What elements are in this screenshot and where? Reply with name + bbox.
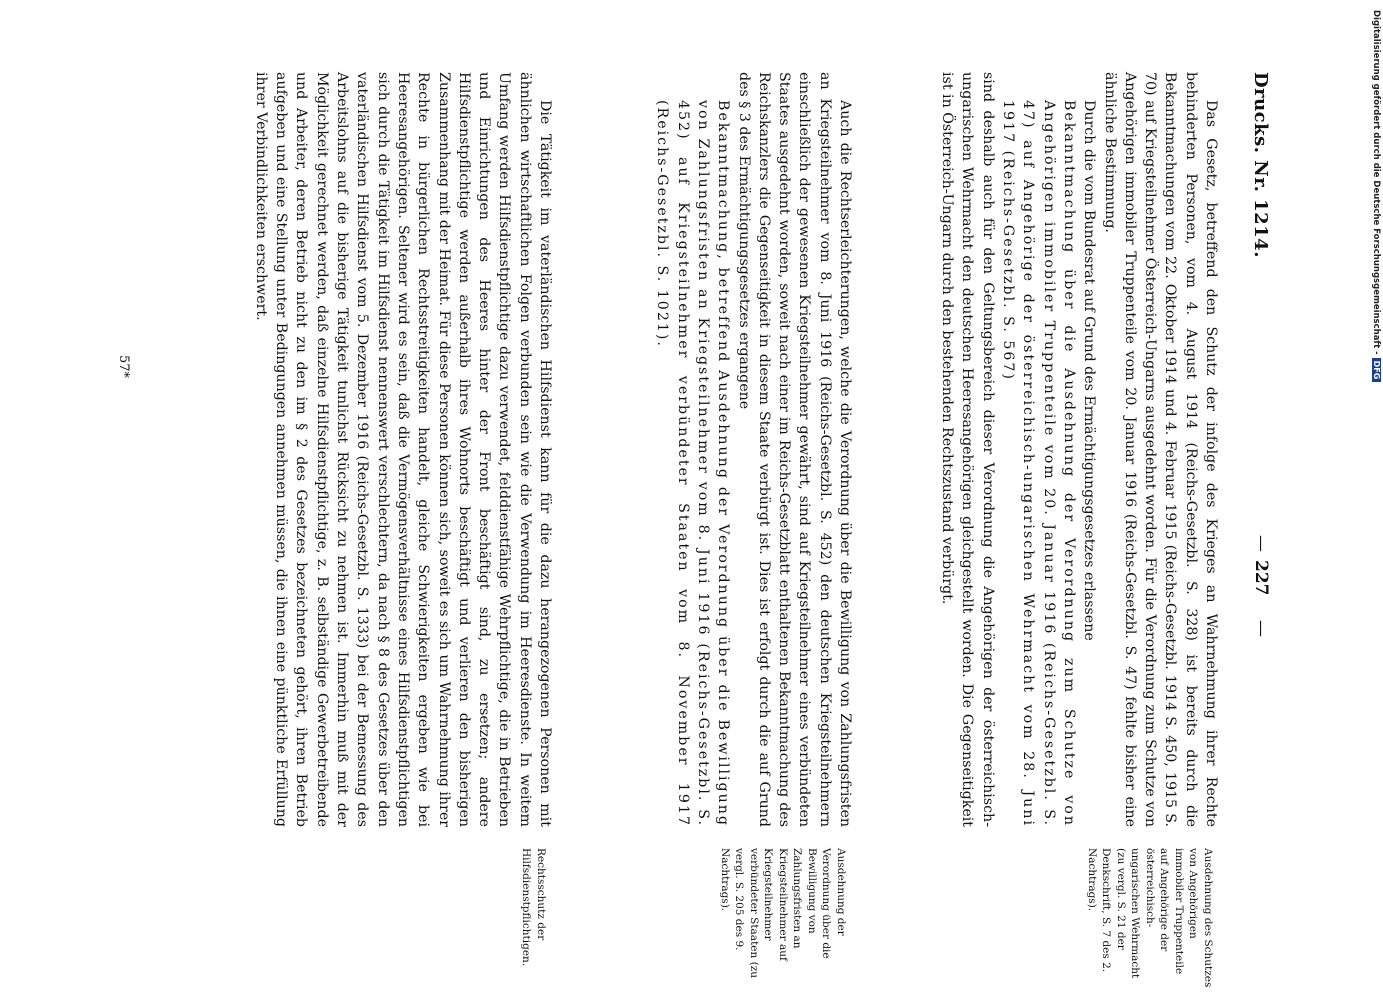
header-dash-right: — bbox=[1251, 620, 1271, 637]
credit-text: Digitalisierung gefördert durch die Deutsche Forschungsgemeinschaft - bbox=[1371, 10, 1381, 355]
digitization-credit bbox=[1367, 10, 1383, 990]
header-dash-left: — bbox=[1251, 535, 1271, 552]
section-2 bbox=[652, 72, 855, 827]
margin-note-3: Rechtsschutz der Hilfsdienstpflichtigen. bbox=[520, 848, 547, 967]
section-2-ordinance-title: Bekanntmachung, betreffend Ausdehnung der Verordnung über die Bewilligung von Zahlungsfristen an Kriegsteilnehmer vom 8. Juni 1916 (Reichs-Gesetzbl. S. 452) auf Kriegsteilnehmer verbündeter Staaten vom 8. November 1917 (Reichs-Gesetzbl. S. 1021). bbox=[654, 100, 732, 827]
dfg-logo: DFG bbox=[1372, 358, 1381, 383]
page-header bbox=[1241, 0, 1271, 1000]
section-3-paragraph-1: Die Tätigkeit im vaterländischen Hilfsdienst kann für die dazu herangezogenen Personen mit ähnlichen wirtschaftlichen Folgen verbunden sein wie die Verwendung im Heeresdienste. In weitem Umfang werden Hilfsdienstpflichtige dazu verwendet, felddienstfähige Wehrpflichtige, die in Betrieben und Einrichtungen des Heeres hinter der Front beschäftigt sind, zu ersetzen; andere Hilfsdienstpflichtige werden außerhalb ihres Wohnorts beschäftigt und verlieren den bisherigen Zusammenhang mit der Heimat. Für diese Personen können sich, soweit es sich um Wahrnehmung ihrer Rechte in bürgerlichen Rechtsstreitigkeiten handelt, gleiche Schwierigkeiten ergeben wie bei Heeresangehörigen. Seltener wird es sein, daß die Vermögensverhältnisse eines Hilfsdienstpflichtigen sich durch die Tätigkeit im Hilfsdienst nennenswert verschlechtern, da nach § 8 des Gesetzes über den vaterländischen Hilfsdienst vom 5. Dezember 1916 (Reichs-Gesetzbl. S. 1333) bei der Bemessung des Arbeitslohns auf die bisherige Tätigkeit tunlichst Rücksicht zu nehmen ist. Immerhin muß mit der Möglichkeit gerechnet werden, daß einzelne Hilfsdienstpflichtige, z. B. selbständige Gewerbetreibende und Arbeiter, deren Betrieb nicht zu den im § 2 des Gesetzes bezeichneten gehört, ihren Betrieb aufgeben und eine Stellung unter Bedingungen annehmen müssen, die ihnen eine pünktliche Erfüllung ihrer Verbindlichkeiten erschwert. bbox=[252, 72, 553, 827]
section-1-paragraph-3: sind deshalb auch für den Geltungsbereich dieser Verordnung die Angehörigen der österreichisch-ungarischen Wehrmacht den deutschen Heeresangehörigen gleichgestellt worden. Die Gegenseitigkeit ist in Österreich-Ungarn durch den bestehenden Rechtszustand verbürgt. bbox=[939, 72, 996, 827]
margin-note-1: Ausdehnung des Schutzes von Angehörigen immobiler Truppenteile auf Angehörige der österreichisch-ungarischen Wehrmacht (zu vergl. S. 21 der Denkschrift, S. 7 des 2. Nachtrags). bbox=[1086, 848, 1214, 988]
section-1 bbox=[937, 72, 1221, 827]
section-1-ordinance-title: Bekanntmachung über die Ausdehnung der Verordnung zum Schutze von Angehörigen immobiler Truppenteile vom 20. Januar 1916 (Reichs-Gesetzbl. S. 47) auf Angehörige der österreichisch-ungarischen Wehrmacht vom 28. Juni 1917 (Reichs-Gesetzbl. S. 567) bbox=[1000, 100, 1077, 827]
section-2-paragraph-1: Auch die Rechtserleichterungen, welche die Verordnung über die Bewilligung von Zahlungsfristen an Kriegsteilnehmer vom 8. Juni 1916 (Reichs-Gesetzbl. S. 452) den deutschen Kriegsteilnehmern einschließlich der gewesenen Kriegsteilnehmer gewährt, sind auf Kriegsteilnehmer eines verbündeten Staates ausgedehnt worden, soweit nach einer im Reichs-Gesetzblatt enthaltenen Bekanntmachung des Reichskanzlers die Gegenseitigkeit in diesem Staate verbürgt ist. Dies ist erfolgt durch die auf Grund des § 3 des Ermächtigungsgesetzes ergangene bbox=[735, 72, 853, 827]
page-number: 227 bbox=[1251, 560, 1271, 596]
margin-note-2: Ausdehnung der Verordnung über die Bewilligung von Zahlungsfristen an Kriegsteilnehmer auf Kriegsteilnehmer verbündeter Staaten (zu vergl. S. 205 des 9. Nachtrags). bbox=[719, 848, 847, 978]
signature-mark: 57* bbox=[116, 355, 131, 379]
drucksache-number: Drucks. Nr. 1214. bbox=[1250, 72, 1271, 258]
section-1-paragraph-2: Durch die vom Bundesrat auf Grund des Ermächtigungsgesetzes erlassene bbox=[1081, 100, 1098, 641]
section-3 bbox=[251, 72, 555, 827]
section-1-paragraph-1: Das Gesetz, betreffend den Schutz der infolge des Krieges an Wahrnehmung ihrer Rechte behinderten Personen, vom 4. August 1914 (Reichs-Gesetzbl. S. 328) ist bereits durch die Bekanntmachungen vom 22. Oktober 1914 und 4. Februar 1915 (Reichs-Gesetzbl. 1914 S. 450, 1915 S. 70) auf Kriegsteilnehmer Österreich-Ungarns ausgedehnt worden. Für die Verordnung zum Schutze von Angehörigen immobiler Truppenteile vom 20. Januar 1916 (Reichs-Gesetzbl. S. 47) fehlte bisher eine ähnliche Bestimmung. bbox=[1101, 72, 1219, 827]
